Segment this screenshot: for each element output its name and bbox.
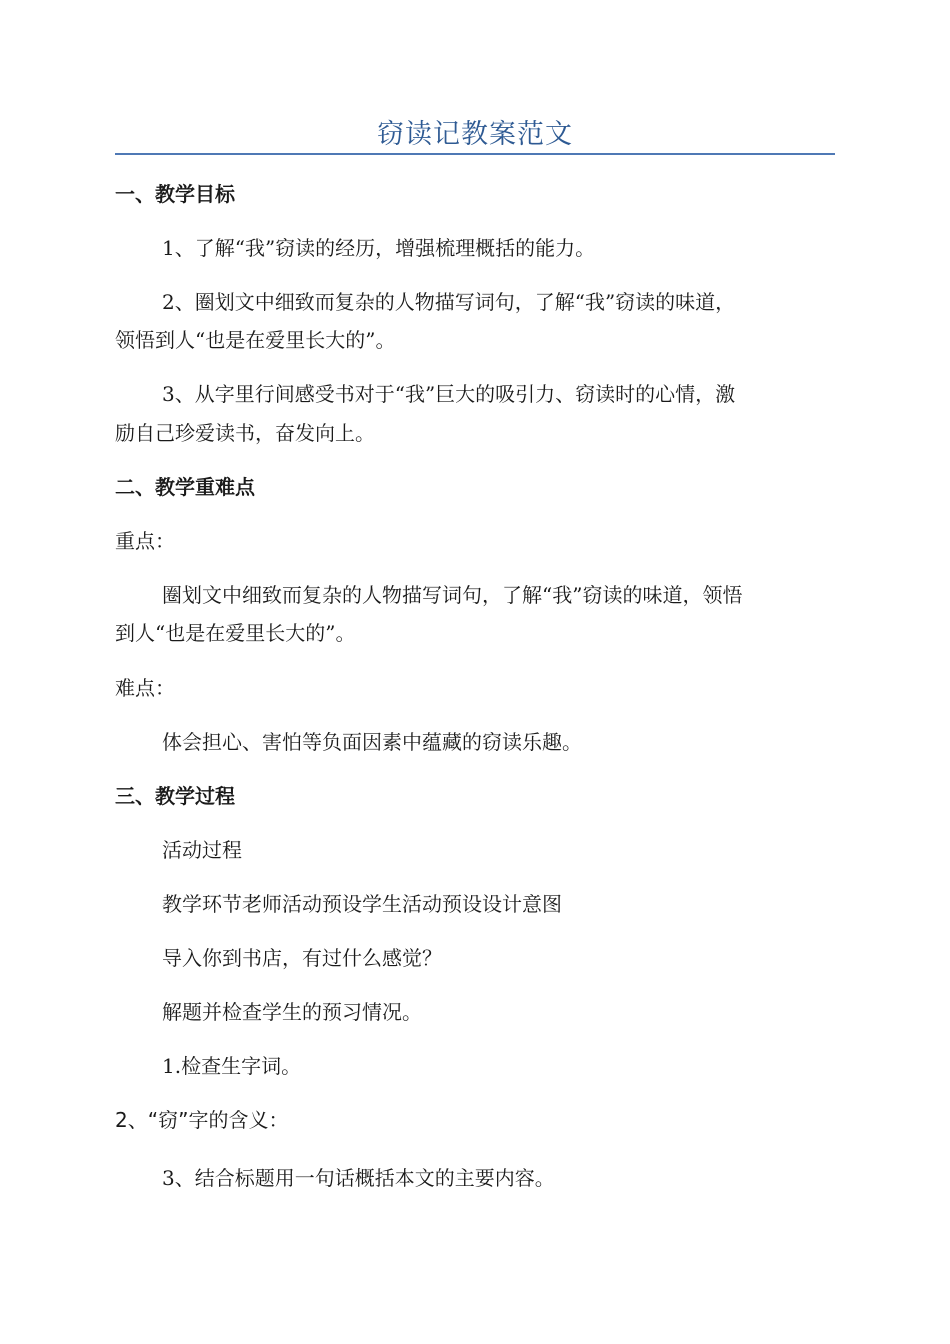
process-item-2: 教学环节老师活动预设学生活动预设设计意图 — [162, 892, 562, 916]
process-item-4: 解题并检查学生的预习情况。 — [162, 1000, 422, 1024]
key-point-line-1: 圈划文中细致而复杂的人物描写词句，了解“我”窃读的味道，领悟 — [162, 583, 743, 607]
section-heading-key-points: 二、教学重难点 — [115, 475, 255, 499]
goal-1: 1、了解“我”窃读的经历，增强梳理概括的能力。 — [162, 236, 596, 260]
difficulty-text: 体会担心、害怕等负面因素中蕴藏的窃读乐趣。 — [162, 730, 582, 754]
goal-2-line-2: 领悟到人“也是在爱里长大的”。 — [115, 328, 396, 352]
key-point-label: 重点： — [115, 529, 175, 553]
goal-3-line-1: 3、从字里行间感受书对于“我”巨大的吸引力、窃读时的心情，激 — [162, 382, 736, 406]
goal-2-line-1: 2、圈划文中细致而复杂的人物描写词句，了解“我”窃读的味道， — [162, 290, 736, 314]
difficulty-label: 难点： — [115, 676, 175, 700]
process-item-3: 导入你到书店，有过什么感觉？ — [162, 946, 442, 970]
key-point-line-2: 到人“也是在爱里长大的”。 — [115, 621, 356, 645]
process-item-5: 1.检查生字词。 — [162, 1054, 302, 1078]
process-item-7: 3、结合标题用一句话概括本文的主要内容。 — [162, 1166, 555, 1190]
process-item-6: 2、“窃”字的含义： — [115, 1108, 289, 1132]
title-underline — [115, 153, 835, 155]
page-title: 窃读记教案范文 — [377, 119, 573, 150]
section-heading-goals: 一、教学目标 — [115, 182, 235, 206]
process-item-1: 活动过程 — [162, 838, 242, 862]
goal-3-line-2: 励自己珍爱读书，奋发向上。 — [115, 421, 375, 445]
section-heading-process: 三、教学过程 — [115, 784, 235, 808]
